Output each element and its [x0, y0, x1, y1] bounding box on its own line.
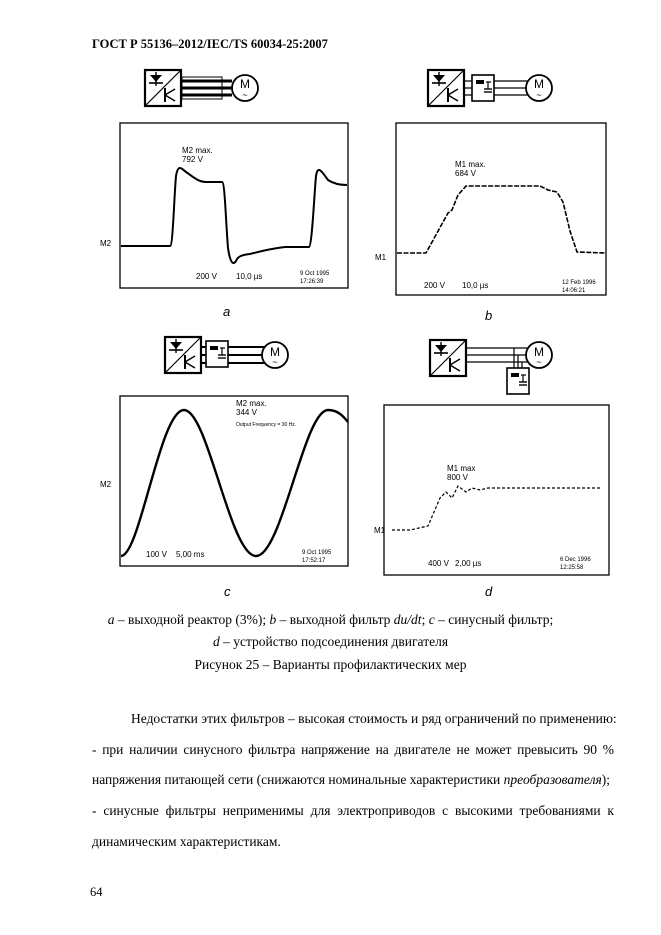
motor-symbol: M — [270, 345, 280, 359]
max-label-d: M1 max — [447, 464, 476, 473]
motor-symbol: M — [534, 345, 544, 359]
time-b: 14:06:21 — [562, 288, 586, 294]
motor-symbol: M — [240, 77, 250, 91]
channel-label-d: M1 — [374, 526, 386, 535]
panel-label-a: a — [223, 304, 231, 319]
paragraph-3-line-2: динамическим характеристикам. — [92, 834, 281, 849]
time-c: 17:52:17 — [302, 558, 326, 564]
panel-d-schematic — [430, 340, 552, 394]
scale-v-a: 200 V — [196, 272, 217, 281]
time-d: 12:25:58 — [560, 565, 584, 571]
paragraph-2-line-1: - при наличии синусного фильтра напряжение на двигателе не может превысить 90 % — [92, 742, 614, 757]
max-label-b: M1 max. — [455, 160, 486, 169]
motor-tilde: ~ — [272, 357, 278, 367]
max-value-b: 684 V — [455, 169, 476, 178]
scale-t-c: 5,00 ms — [176, 550, 205, 559]
figure-title: Рисунок 25 – Варианты профилактических мер — [194, 657, 467, 672]
max-value-c: 344 V — [236, 408, 257, 417]
date-a: 9 Oct 1995 — [300, 271, 330, 277]
scale-v-d: 400 V — [428, 559, 449, 568]
paragraph-2-line-2: напряжения питающей сети (снижаются номинальные характеристики преобразователя); — [92, 772, 610, 787]
note-c: Output Frequency = 30 Hz. — [236, 422, 297, 428]
panel-a-schematic — [145, 70, 258, 106]
panel-a-scope — [100, 123, 348, 288]
time-a: 17:26:39 — [300, 279, 324, 285]
document-header: ГОСТ Р 55136–2012/IEC/TS 60034-25:2007 — [92, 37, 328, 51]
max-label-c: M2 max. — [236, 399, 267, 408]
max-value-d: 800 V — [447, 473, 468, 482]
scale-t-a: 10,0 µs — [236, 272, 263, 281]
motor-tilde: ~ — [536, 357, 542, 367]
scale-v-b: 200 V — [424, 281, 445, 290]
date-d: 6 Dec 1996 — [560, 557, 591, 563]
date-c: 9 Oct 1995 — [302, 550, 332, 556]
panel-label-c: c — [224, 584, 231, 599]
figure-caption-line-2: d – устройство подсоединения двигателя — [212, 634, 449, 649]
max-label-a: M2 max. — [182, 146, 213, 155]
channel-label-c: M2 — [100, 480, 112, 489]
scale-v-c: 100 V — [146, 550, 167, 559]
panel-label-d: d — [485, 584, 493, 599]
paragraph-1: Недостатки этих фильтров – высокая стоимость и ряд ограничений по применению: — [131, 711, 617, 726]
panel-c-schematic — [165, 337, 288, 373]
page-number: 64 — [90, 885, 103, 899]
scale-t-d: 2,00 µs — [455, 559, 482, 568]
paragraph-3-line-1: - синусные фильтры неприменимы для электроприводов с высокими требованиями к — [92, 803, 614, 818]
max-value-a: 792 V — [182, 155, 203, 164]
figure-caption-line-1: a – выходной реактор (3%); b – выходной фильтр du/dt; c – синусный фильтр; — [107, 612, 554, 627]
channel-label-a: M2 — [100, 239, 112, 248]
panel-b-schematic — [428, 70, 552, 106]
motor-tilde: ~ — [536, 90, 542, 100]
motor-tilde: ~ — [242, 90, 248, 100]
panel-label-b: b — [485, 308, 493, 323]
panel-d-scope — [374, 405, 609, 575]
channel-label-b: M1 — [375, 253, 387, 262]
panel-c-scope — [100, 396, 348, 566]
motor-symbol: M — [534, 77, 544, 91]
date-b: 12 Feb 1996 — [562, 280, 596, 286]
panel-b-scope — [375, 123, 606, 295]
scale-t-b: 10,0 µs — [462, 281, 489, 290]
